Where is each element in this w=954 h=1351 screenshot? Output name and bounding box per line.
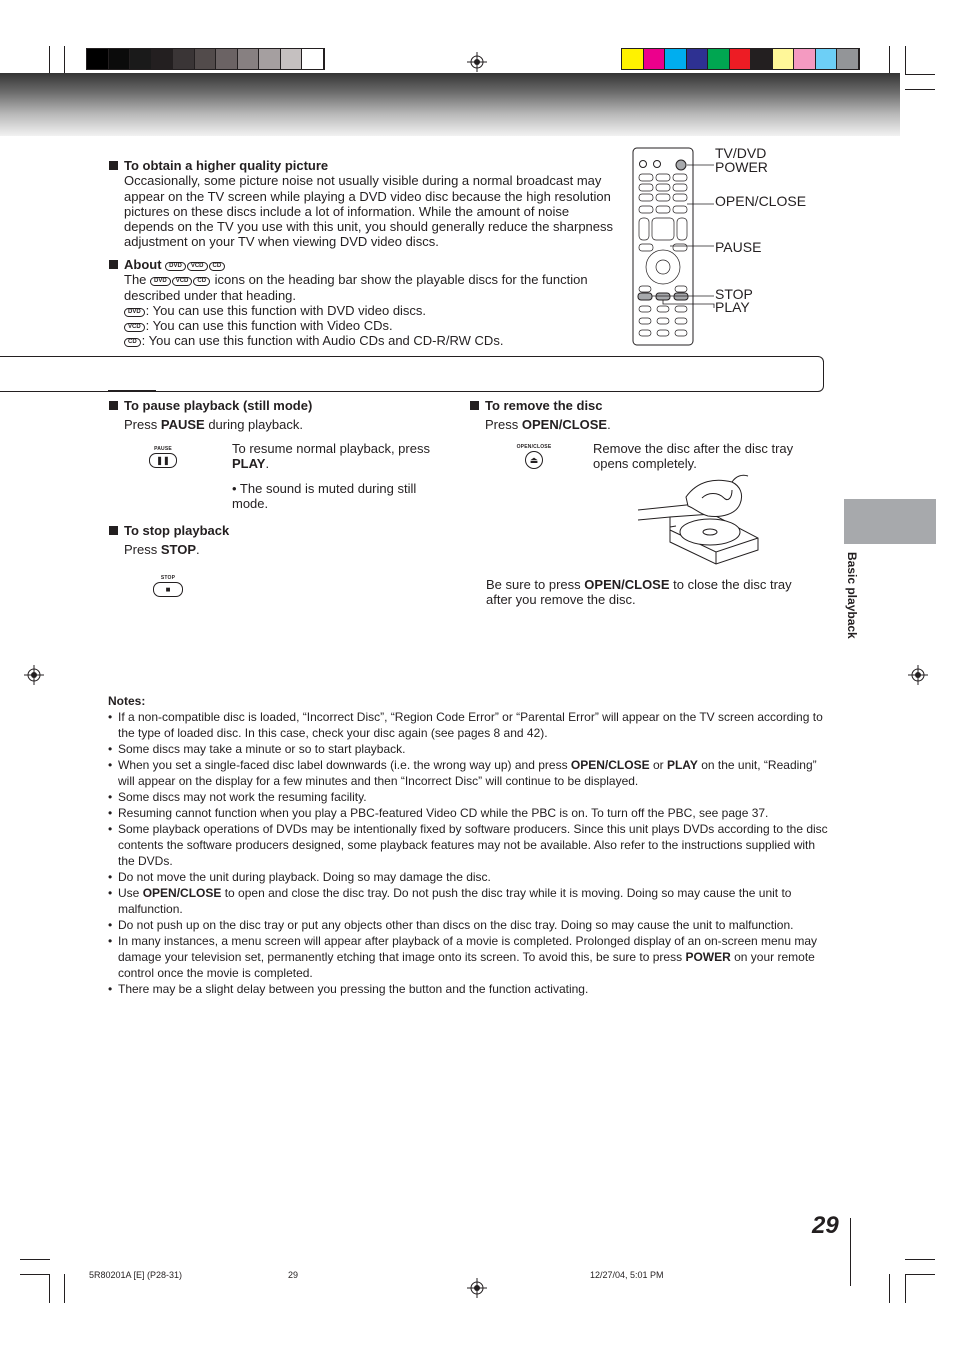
about-intro-pre: The: [124, 272, 147, 288]
remove-disc-text: Remove the disc after the disc tray opens completely.: [593, 441, 794, 472]
crop-mark: [905, 74, 935, 75]
vcd-disc-icon: VCD: [172, 277, 193, 286]
crop-mark: [889, 1274, 890, 1303]
crop-mark: [905, 89, 935, 90]
header-band: [0, 73, 900, 136]
resume-pre: To resume normal playback, press: [232, 441, 430, 456]
stop-section: [109, 523, 449, 558]
pause-heading: To pause playback (still mode): [124, 398, 313, 413]
section-heading-bar: [0, 356, 824, 392]
crop-mark: [905, 1274, 935, 1275]
note-text: Use: [118, 886, 140, 900]
about-line-dvd: : You can use this function with DVD video discs.: [145, 302, 427, 318]
about-heading: About: [124, 257, 162, 272]
process-color-bar: [621, 48, 860, 70]
pause-resume-text: [232, 441, 447, 472]
color-swatch: [259, 49, 281, 69]
section-bar-underline: [108, 390, 156, 392]
stop-press-post: .: [196, 542, 200, 558]
color-swatch: [109, 49, 131, 69]
color-swatch: [644, 49, 666, 69]
openclose-button-icon: OPEN/CLOSE ⏏: [512, 444, 556, 469]
note-text: to open and close the disc tray. Do not push the disc tray while it is moving. Doing so may cause the unit to malfunction.: [118, 886, 792, 916]
color-swatch: [281, 49, 303, 69]
openclose-icon-label: OPEN/CLOSE: [516, 444, 552, 450]
color-swatch: [130, 49, 152, 69]
color-swatch: [173, 49, 195, 69]
note-item: • Do not push up on the disc tray or put any objects other than discs on the disc tray. Doing so may cause the unit to malfunction.: [108, 917, 828, 933]
remote-label-power: POWER: [715, 159, 768, 175]
pause-icon-label: PAUSE: [154, 446, 172, 452]
color-swatch: [773, 49, 795, 69]
stop-press-key: STOP: [160, 542, 197, 558]
note-item: [108, 933, 828, 981]
stop-button-icon: STOP ■: [150, 575, 186, 597]
note-item: • Resuming cannot function when you play a PBC-featured Video CD while the PBC is on. To turn off the PBC, see page 37.: [108, 805, 828, 821]
page-number: 29: [812, 1212, 839, 1239]
side-tab: [844, 499, 936, 544]
pause-press-key: PAUSE: [160, 417, 205, 433]
dvd-disc-icon: DVD: [150, 277, 171, 286]
note-item: • Do not move the unit during playback. Doing so may damage the disc.: [108, 869, 828, 885]
about-section: [109, 257, 621, 349]
cd-disc-icon: CD: [124, 338, 141, 347]
pause-press-pre: Press: [124, 417, 158, 433]
note-key: POWER: [685, 950, 731, 964]
crop-mark: [905, 1274, 906, 1303]
quality-section: [109, 158, 621, 250]
bullet-square-icon: [109, 161, 118, 170]
color-swatch: [730, 49, 752, 69]
pause-section: [109, 398, 449, 433]
quality-body: Occasionally, some picture noise not usually visible during a normal broadcast may appear on the TV screen while playing a DVD video disc because the high resolution pictures on these discs include a lot of information. While the amount of noise depends on the TV you use with this unit, you should generally reduce the sharpness adjustment on your TV when viewing DVD video discs.: [124, 173, 614, 250]
crop-mark: [889, 46, 890, 75]
registration-target-icon: [24, 665, 44, 685]
note-key: PLAY: [666, 758, 698, 772]
dvd-disc-icon: DVD: [165, 262, 186, 271]
footer-date: 12/27/04, 5:01 PM: [590, 1270, 664, 1280]
stop-icon-label: STOP: [160, 575, 176, 581]
remote-label-openclose: OPEN/CLOSE: [715, 193, 807, 209]
sure-post: to close the disc tray after you remove the disc.: [486, 577, 792, 608]
pause-muted-note: • The sound is muted during still mode.: [232, 481, 417, 512]
color-swatch: [708, 49, 730, 69]
crop-mark: [49, 46, 50, 75]
grayscale-color-bar: [86, 48, 325, 70]
pause-button-icon: PAUSE ❚❚: [145, 446, 181, 468]
remove-section: [470, 398, 815, 433]
about-line-cd: : You can use this function with Audio CDs and CD-R/RW CDs.: [141, 333, 504, 349]
bullet-square-icon: [109, 526, 118, 535]
color-swatch: [87, 49, 109, 69]
crop-mark: [49, 1274, 50, 1303]
sure-pre: Be sure to press: [486, 577, 581, 592]
footer-page: 29: [288, 1270, 299, 1280]
registration-target-icon: [467, 1278, 487, 1298]
resume-post: .: [265, 456, 270, 472]
resume-key: PLAY: [232, 456, 266, 472]
note-text: on your remote control once the movie is completed.: [118, 950, 815, 980]
crop-mark: [20, 1259, 50, 1260]
note-item: • If a non-compatible disc is loaded, “Incorrect Disc”, “Region Code Error” or “Parental Error” will appear on the TV screen according to the type of loaded disc. In this case, check your disc again (see pages 8 and 42).: [108, 709, 828, 741]
remote-label-tvdvd: TV/DVD: [715, 145, 767, 161]
side-section-label: Basic playback: [845, 552, 859, 639]
remote-control-illustration: [630, 146, 720, 346]
crop-mark: [20, 1274, 50, 1275]
note-item: [108, 757, 828, 789]
remove-press-key: OPEN/CLOSE: [521, 417, 608, 433]
cd-disc-icon: CD: [209, 262, 226, 271]
page-number-rule: [850, 1218, 851, 1286]
bullet-square-icon: [109, 260, 118, 269]
registration-target-icon: [908, 665, 928, 685]
color-swatch: [152, 49, 174, 69]
remove-press-pre: Press: [485, 417, 519, 433]
about-intro-post: icons on the heading bar show the playable discs for the function described under that heading.: [124, 272, 588, 303]
color-swatch: [302, 49, 324, 69]
color-swatch: [751, 49, 773, 69]
quality-heading: To obtain a higher quality picture: [124, 158, 329, 173]
note-item: • There may be a slight delay between you pressing the button and the function activating.: [108, 981, 828, 997]
stop-heading: To stop playback: [124, 523, 230, 538]
note-item: • Some playback operations of DVDs may be intentionally fixed by software producers. Since this unit plays DVDs according to the disc contents the software producers designed, some playback features may not be available. Also refer to the instructions supplied with the DVDs.: [108, 821, 828, 869]
remote-label-stop: STOP: [715, 286, 753, 302]
bullet-square-icon: [470, 401, 479, 410]
color-swatch: [665, 49, 687, 69]
remove-press-post: .: [607, 417, 611, 433]
note-text: In many instances, a menu screen will appear after playback of a movie is completed. Prolonged display of an on-screen menu may damage your television set, permanently etching that image onto its screen. To avoid this, be sure to press: [118, 934, 818, 964]
cd-disc-icon: CD: [193, 277, 210, 286]
color-swatch: [794, 49, 816, 69]
color-swatch: [816, 49, 838, 69]
color-swatch: [238, 49, 260, 69]
note-item: • Some discs may take a minute or so to start playback.: [108, 741, 828, 757]
stop-press-pre: Press: [124, 542, 158, 558]
note-text: When you set a single-faced disc label downwards (i.e. the wrong way up) and press: [118, 758, 568, 772]
note-key: OPEN/CLOSE: [570, 758, 650, 772]
notes-title: Notes:: [108, 694, 146, 708]
remove-close-tray-text: [486, 577, 816, 608]
dvd-disc-icon: DVD: [124, 308, 145, 317]
crop-mark: [905, 1259, 935, 1260]
color-swatch: [216, 49, 238, 69]
note-item: • Some discs may not work the resuming facility.: [108, 789, 828, 805]
vcd-disc-icon: VCD: [187, 262, 208, 271]
note-text: on the unit, “Reading” will appear on the display for a few minutes and then “Incorrect Disc” will continue to be displayed.: [118, 758, 817, 788]
crop-mark: [64, 46, 65, 75]
crop-mark: [905, 46, 906, 75]
color-swatch: [195, 49, 217, 69]
sure-key: OPEN/CLOSE: [584, 577, 670, 592]
registration-target-icon: [467, 52, 487, 72]
about-line-vcd: : You can use this function with Video CDs.: [145, 318, 393, 334]
pause-press-post: during playback.: [208, 417, 303, 433]
remove-heading: To remove the disc: [485, 398, 603, 413]
remote-label-pause: PAUSE: [715, 239, 762, 255]
color-swatch: [622, 49, 644, 69]
remote-label-play: PLAY: [715, 299, 750, 315]
note-text: or: [652, 758, 664, 772]
notes-section: [108, 693, 828, 997]
color-swatch: [687, 49, 709, 69]
note-key: OPEN/CLOSE: [142, 886, 222, 900]
note-item: [108, 885, 828, 917]
crop-mark: [64, 1274, 65, 1303]
vcd-disc-icon: VCD: [124, 323, 145, 332]
disc-tray-illustration: [636, 472, 766, 570]
bullet-square-icon: [109, 401, 118, 410]
footer-code: 5R80201A [E] (P28-31): [89, 1270, 183, 1280]
color-swatch: [837, 49, 859, 69]
